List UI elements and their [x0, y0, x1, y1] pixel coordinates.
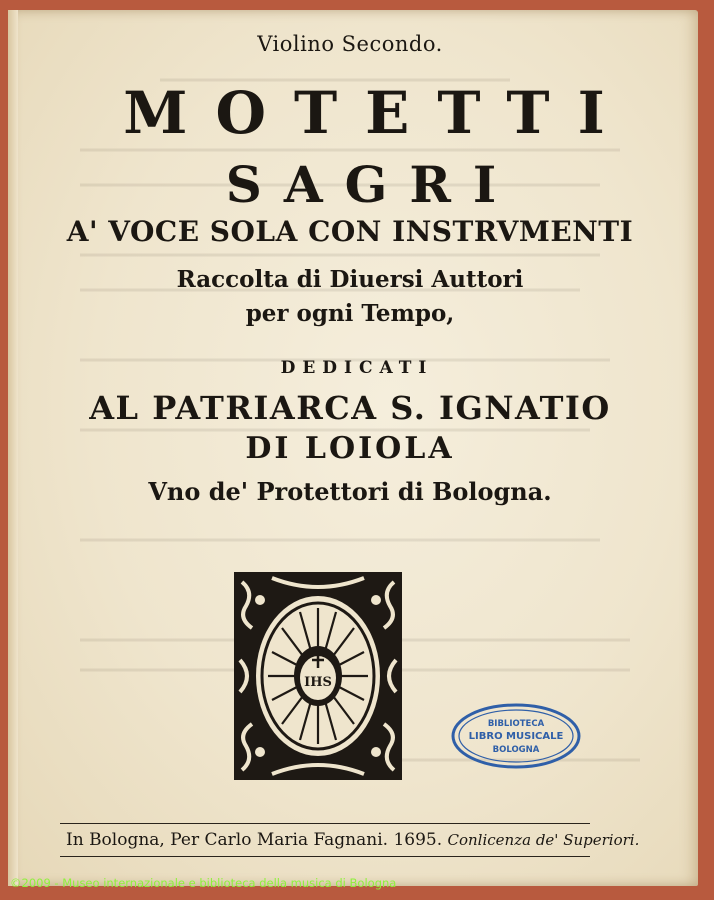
binding-edge [8, 10, 18, 886]
main-title-sagri: SAGRI [225, 155, 519, 214]
imprint [66, 830, 640, 850]
jesuit-emblem-woodcut [232, 570, 404, 782]
main-title-motetti: MOTETTI [123, 79, 633, 147]
subtitle: A' VOCE SOLA CON INSTRVMENTI [66, 215, 634, 248]
collection-line-1: Raccolta di Diuersi Auttori [176, 266, 524, 293]
emblem-monogram: IHS [304, 675, 332, 690]
dedicatee-line-3: Vno de' Protettori di Bologna. [148, 477, 552, 506]
imprint-publisher: In Bologna, Per Carlo Maria Fagnani. [66, 830, 389, 850]
stamp-line-3: BOLOGNA [492, 745, 540, 755]
imprint-rule-top [60, 823, 590, 824]
copyright-caption: ©2009 - Museo internazionale e biblioteca della musica di Bologna [10, 876, 397, 890]
dedication-label: DEDICATI [280, 358, 434, 378]
library-stamp [450, 702, 582, 770]
dedicatee-line-2: DI LOIOLA [245, 431, 455, 466]
dedicatee-line-1: AL PATRIARCA S. IGNATIO [89, 389, 611, 427]
imprint-license: Conlicenza de' Superiori. [447, 831, 640, 849]
imprint-year: 1695. [393, 830, 443, 850]
imprint-rule-bottom [60, 856, 590, 857]
stamp-line-1: BIBLIOTECA [487, 719, 545, 729]
collection-line-2: per ogni Tempo, [245, 300, 455, 327]
part-name: Violino Secondo. [257, 32, 443, 56]
stamp-line-2: LIBRO MUSICALE [468, 731, 564, 742]
